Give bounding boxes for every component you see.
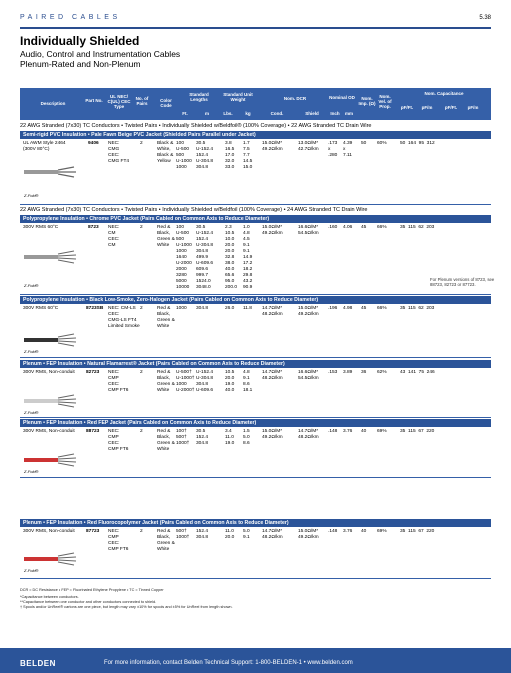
row-cap: 35 115 67 220 — [400, 429, 435, 434]
page-number: 5.38 — [479, 15, 491, 21]
row-lbs: 3.8 16.5 17.0 32.0 33.0 — [225, 141, 235, 170]
header-rule — [20, 27, 491, 29]
section-bar-5: Plenum • FEP Insulation • Red FEP Jacket (Pairs Cabled on Common Axis to Reduce Diameter) — [20, 419, 491, 427]
cable-image-82723 — [24, 394, 79, 408]
row-m: 30.5 152.4 304.8 — [196, 429, 209, 446]
zfold-label-1: Z-Fold® — [24, 193, 39, 198]
subtitle-2: Plenum-Rated and Non-Plenum — [20, 59, 141, 69]
separator — [20, 204, 491, 205]
col-shield: Shield — [305, 111, 319, 116]
row-ul: NEC: CMP CEC: CMP FT6 — [108, 529, 129, 552]
row-pairs: 2 — [140, 225, 143, 230]
row-kg: 11.8 — [243, 306, 252, 311]
col-inch: Inch — [330, 111, 340, 116]
row-pairs: 2 — [140, 529, 143, 534]
col-part: Part No. — [85, 98, 103, 103]
row-ul: NEC: CM CEC: CM — [108, 225, 120, 248]
row-mm: 4.06 — [343, 225, 353, 230]
row-cap: 43 141 75 246 — [400, 370, 435, 375]
row-mm: 3.76 — [343, 529, 353, 534]
row-lbs: 26.0 — [225, 306, 235, 311]
separator — [20, 477, 491, 478]
separator — [20, 578, 491, 579]
section-bar-2: Polypropylene Insulation • Chrome PVC Jacket (Pairs Cabled on Common Axis to Reduce Diameter) — [20, 215, 491, 223]
row-pairs: 2 — [140, 306, 143, 311]
col-lbs: Lbs. — [223, 111, 233, 116]
row-od: .196 — [328, 306, 338, 311]
row-mm: 3.89 — [343, 370, 353, 375]
row-len: 500† 1000† — [176, 529, 190, 540]
section-label: PAIRED CABLES — [20, 14, 121, 21]
col-cap3: pF/Ft. — [444, 105, 458, 110]
row-len: 100† 500† 1000† — [176, 429, 190, 446]
subtitle-1: Audio, Control and Instrumentation Cables — [20, 49, 181, 59]
col-cap2: pF/m — [421, 105, 433, 110]
top-bar — [20, 12, 491, 26]
col-cap4: pF/m — [467, 105, 479, 110]
row-ul: NEC: CMP CEC: CMP FT6 — [108, 429, 129, 452]
zfold-label-6: Z-Fold® — [24, 568, 39, 573]
row-kg: 5.0 9.1 — [243, 529, 250, 540]
row-color: Red & Black, Green & White — [157, 306, 175, 329]
cable-image-8723sb — [24, 333, 79, 347]
row-cap: 50 164 95 312 — [400, 141, 435, 146]
cable-image-88723 — [24, 453, 79, 467]
row-lbs: 11.0 20.0 — [225, 529, 235, 540]
footnote-1: DCR = DC Resistance • FEP = Fluorinated Ethylene Propylene • TC = Tinned Copper — [20, 588, 164, 592]
table-header — [20, 88, 491, 120]
col-mm: mm — [344, 111, 353, 116]
row-cap: 35 115 67 220 — [400, 529, 435, 534]
contact-info: For more information, contact Belden Technical Support: 1-800-BELDEN-1 • www.belden.com — [104, 660, 353, 666]
separator — [20, 294, 491, 295]
row-desc: 300V RMS 60°C — [23, 225, 59, 230]
footnote-4: † Spools and/or UnReel® cartons are one piece, but length may vary ±10% for spools and ±5% for UnReel from length shown. — [20, 605, 233, 609]
row-part: 82723 — [86, 370, 100, 375]
row-vel: 66% — [377, 306, 387, 311]
row-ul: NEC: CMP CEC: CMP FT6 — [108, 370, 129, 393]
row-od: .173 x .280 — [328, 141, 338, 158]
row-part: 8723 — [88, 225, 99, 230]
col-color: Color Code — [160, 98, 172, 108]
row-pairs: 2 — [140, 370, 143, 375]
row-dcr: 14.7Ω/M* 48.2Ω/km — [262, 529, 283, 540]
row-dcr: 14.7Ω/M* 48.2Ω/km — [262, 370, 283, 381]
row-part: 88723 — [86, 429, 100, 434]
row-len: 100 U-500 500 U-1000 1000 — [176, 141, 192, 170]
col-imp: Nom. Imp. (Ω) — [358, 96, 376, 106]
col-cap: Nom. Capacitance — [424, 91, 464, 96]
row-color: Red & Black, Green & White — [157, 370, 175, 393]
row-lbs: 3.4 11.0 19.0 — [225, 429, 235, 446]
col-description: Description — [40, 101, 66, 106]
col-od: Nominal OD — [329, 95, 355, 100]
row-imp: 40 — [361, 529, 367, 534]
row-imp: 36 — [361, 370, 367, 375]
col-pairs: No. of Pairs — [135, 96, 149, 106]
row-lbs: 2.3 10.5 10.0 20.0 20.0 32.8 38.0 40.0 65.6 95.0 200.0 — [225, 225, 238, 290]
row-od: .148 — [328, 429, 338, 434]
row-m: 30.5 U-152.4 152.4 U-304.8 304.8 499.9 U-609.6 609.6 999.7 1524.0 3048.0 — [196, 225, 214, 290]
row-imp: 45 — [361, 306, 367, 311]
group-heading-2: 22 AWG Stranded (7x30) TC Conductors • Twisted Pairs • Individually Shielded w/Beldfoil (100% Coverage) • 24 AWG Stranded TC Drain Wire — [20, 207, 368, 213]
row-shield: 16.6Ω/M* 54.5Ω/km — [298, 225, 319, 236]
col-dcr: Nom. DCR — [283, 96, 307, 101]
footnote-2: *Capacitance between conductors. — [20, 595, 79, 599]
footnote-3: **Capacitance between one conductor and other conductors connected to shield. — [20, 600, 157, 604]
col-cond: Cond. — [270, 111, 284, 116]
belden-logo: BELDEN — [20, 659, 56, 668]
row-shield: 14.7Ω/M* 48.2Ω/km — [298, 429, 319, 440]
row-shield: 13.0Ω/M* 42.7Ω/km — [298, 141, 319, 152]
row-color: Black & White, Black & Yellow — [157, 141, 174, 164]
section-bar-4: Plenum • FEP Insulation • Natural Flamarrest® Jacket (Pairs Cabled on Common Axis to Reduce Diameter) — [20, 360, 491, 368]
row-shield: 15.0Ω/M* 49.2Ω/km — [298, 306, 319, 317]
page-title: Individually Shielded — [20, 34, 140, 48]
row-vel: 60% — [377, 141, 387, 146]
col-ft: Ft. — [182, 111, 188, 116]
zfold-label-2: Z-Fold® — [24, 283, 39, 288]
row-ul: NEC: CM-LS CEC: CMG-LS FT4 Limited Smoke — [108, 306, 140, 329]
row-pairs: 2 — [140, 429, 143, 434]
row-cap: 35 115 62 203 — [400, 225, 435, 230]
zfold-label-3: Z-Fold® — [24, 349, 39, 354]
row-ul: NEC: CMG CEC: CMG FT4 — [108, 141, 130, 164]
row-color: Red & Black, Green & White — [157, 429, 175, 452]
row-kg: 1.5 5.0 8.6 — [243, 429, 250, 446]
col-vel: Nom. Vel. of Prop. — [378, 94, 392, 109]
col-std-wt: Standard Unit Weight — [223, 92, 253, 102]
cable-image-9406 — [24, 165, 79, 179]
col-std-len: Standard Lengths — [189, 92, 209, 102]
row-imp: 50 — [361, 141, 367, 146]
cable-image-87723 — [24, 552, 79, 566]
row-color: Red & Black, Green & White — [157, 529, 175, 552]
row-len: U-500† U-1000† 1000 U-2000† — [176, 370, 195, 393]
row-cap: 35 115 62 203 — [400, 306, 435, 311]
row-od: .153 — [328, 370, 338, 375]
row-pairs: 2 — [140, 141, 143, 146]
row-shield: 16.6Ω/M* 54.5Ω/km — [298, 370, 319, 381]
zfold-label-5: Z-Fold® — [24, 469, 39, 474]
row-m: U-152.4 U-304.8 304.8 U-609.6 — [196, 370, 214, 393]
row-lbs: 10.5 20.0 19.0 40.0 — [225, 370, 235, 393]
section-bar-3: Polypropylene Insulation • Black Low-Smoke, Zero-Halogen Jacket (Pairs Cabled on Common Axis to Reduce Diameter) — [20, 296, 491, 304]
row-mm: 3.76 — [343, 429, 353, 434]
row-imp: 45 — [361, 225, 367, 230]
separator — [20, 357, 491, 358]
col-m: m — [204, 111, 209, 116]
row-od: .160 — [328, 225, 338, 230]
row-desc: 300V RMS 60°C — [23, 306, 59, 311]
row-vel: 62% — [377, 370, 387, 375]
row-m: 304.8 — [196, 306, 209, 311]
plenum-note: For Plenum versions of 8723, see 88723, 82723 or 87723. — [430, 277, 495, 287]
row-dcr: 15.0Ω/M* 49.2Ω/km — [262, 429, 283, 440]
row-color: Red & Black, Green & White — [157, 225, 175, 248]
row-part: 8723SB — [86, 306, 104, 311]
row-desc: 300V RMS, Non-conduit — [23, 429, 75, 434]
row-vel: 69% — [377, 529, 387, 534]
row-len: 100 U-500 500 U-1000 1000 1640 U-2000 2000 3280 5000 10000 — [176, 225, 192, 290]
section-bar-1: Semi-rigid PVC Insulation • Pale Fawn Beige PVC Jacket (Shielded Pairs Parallel under Jacket) — [20, 131, 491, 139]
row-desc: 300V RMS, Non-conduit — [23, 529, 75, 534]
col-cap1: pF/Ft. — [400, 105, 414, 110]
row-vel: 66% — [377, 225, 387, 230]
row-kg: 1.7 7.5 7.7 14.5 15.0 — [243, 141, 253, 170]
row-len: 1000 — [176, 306, 187, 311]
row-mm: 4.39 x 7.11 — [343, 141, 353, 158]
row-part: 9406 — [88, 141, 99, 146]
row-dcr: 15.0Ω/M* 49.2Ω/km — [262, 225, 283, 236]
row-od: .148 — [328, 529, 338, 534]
row-m: 152.4 304.8 — [196, 529, 209, 540]
row-dcr: 14.7Ω/M* 48.2Ω/km — [262, 306, 283, 317]
row-desc: UL AWM Style 2464 (300V 80°C) — [23, 141, 66, 152]
row-desc: 300V RMS, Non-conduit — [23, 370, 75, 375]
row-dcr: 15.0Ω/M* 49.2Ω/km — [262, 141, 283, 152]
row-imp: 40 — [361, 429, 367, 434]
row-m: 30.5 U-152.4 152.4 U-304.8 304.8 — [196, 141, 214, 170]
col-ul: UL NEC/ C(UL) CEC Type — [107, 94, 131, 109]
row-kg: 4.8 9.1 8.6 18.1 — [243, 370, 253, 393]
section-bar-6: Plenum • FEP Insulation • Red Fluorocopolymer Jacket (Pairs Cabled on Common Axis to Reduce Diameter) — [20, 519, 491, 527]
group-heading-1: 22 AWG Stranded (7x30) TC Conductors • Twisted Pairs • Individually Shielded w/Beldfoil® (100% Coverage) • 22 AWG Stranded TC Drain Wire — [20, 123, 372, 129]
row-kg: 1.0 4.8 4.5 9.1 9.1 14.9 17.2 18.2 29.8 43.2 90.9 — [243, 225, 253, 290]
zfold-label-4: Z-Fold® — [24, 410, 39, 415]
row-vel: 69% — [377, 429, 387, 434]
row-shield: 15.0Ω/M* 49.2Ω/km — [298, 529, 319, 540]
row-mm: 4.98 — [343, 306, 353, 311]
col-kg: kg — [245, 111, 251, 116]
row-part: 87723 — [86, 529, 100, 534]
cable-image-8723 — [24, 250, 79, 264]
separator — [20, 417, 491, 418]
